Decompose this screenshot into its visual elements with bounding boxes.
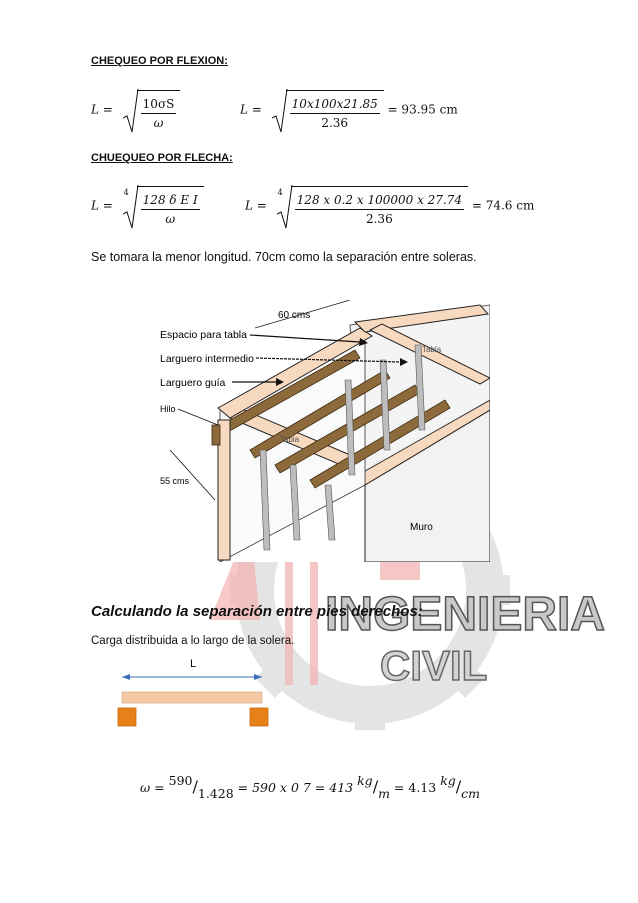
espacio-label: Espacio para tabla <box>160 329 247 341</box>
eq3-numerator: 128 δ E I <box>141 193 200 210</box>
tabla-top-label: Tabla <box>422 345 442 354</box>
flecha-heading: CHUEQUEO POR FLECHA: <box>91 152 233 164</box>
eq4-numerator: 128 x 0.2 x 100000 x 27.74 <box>295 193 464 210</box>
larguero-guia-label: Larguero guía <box>160 377 226 389</box>
eq3-lhs: L = <box>91 198 113 213</box>
eq4-root-index: 4 <box>277 188 283 197</box>
eq4-result: = 74.6 cm <box>471 198 535 213</box>
equation-distributed-load: ω = 590/1.428 = 590 x 0 7 = 413 kg/m = 4.13 kg/cm <box>140 773 481 801</box>
flexion-heading: CHEQUEO POR FLEXION: <box>91 55 228 67</box>
dim-55-label: 55 cms <box>160 476 190 486</box>
support-right <box>250 708 268 726</box>
formwork-diagram <box>160 300 490 562</box>
conclusion-text: Se tomara la menor longitud. 70cm como la separación entre soleras. <box>91 250 477 264</box>
eq1-denominator: ω <box>153 116 164 130</box>
eq2-denominator: 2.36 <box>321 116 349 130</box>
eq2-numerator: 10x100x21.85 <box>290 97 380 114</box>
watermark-line1: INGENIERIA <box>325 588 606 641</box>
eq5-omega: ω = <box>140 780 165 795</box>
hilo-label: Hilo <box>160 404 176 414</box>
solera-beam <box>122 692 262 703</box>
section2-text: Carga distribuida a lo largo de la solera. <box>91 635 295 647</box>
support-left <box>118 708 136 726</box>
eq5-mid2: = 4.13 <box>393 780 437 795</box>
section2-title: Calculando la separación entre pies derechos: <box>91 603 423 620</box>
eq5-unit1-den: m <box>378 786 390 801</box>
beam-diagram <box>110 655 280 735</box>
eq4-denominator: 2.36 <box>365 212 393 226</box>
eq1-lhs: L = <box>91 102 113 117</box>
equation-flecha-general <box>91 186 204 226</box>
eq3-root-index: 4 <box>123 188 129 197</box>
equation-flexion-numeric <box>240 90 458 130</box>
muro-label: Muro <box>410 522 433 533</box>
eq5-mid: = 590 x 0 7 = 413 <box>237 780 354 795</box>
eq2-lhs: L = <box>240 102 262 117</box>
eq2-result: = 93.95 cm <box>387 102 458 117</box>
tabla-mid-label: Tabla <box>280 435 300 444</box>
eq4-lhs: L = <box>245 198 267 213</box>
eq3-denominator: ω <box>165 212 176 226</box>
larguero-intermedio-label: Larguero intermedio <box>160 353 254 365</box>
eq5-num: 590 <box>168 773 193 788</box>
eq5-den: 1.428 <box>197 786 234 801</box>
equation-flecha-numeric <box>245 186 534 226</box>
eq5-unit1-num: kg <box>357 773 373 788</box>
beam-length-label: L <box>190 658 197 670</box>
eq1-numerator: 10σS <box>141 97 177 114</box>
watermark-line2: CIVIL <box>380 642 488 689</box>
dim-60-label: 60 cms <box>278 310 311 321</box>
eq5-unit2-den: cm <box>461 786 481 801</box>
equation-flexion-general <box>91 90 180 130</box>
eq5-unit2-num: kg <box>440 773 456 788</box>
